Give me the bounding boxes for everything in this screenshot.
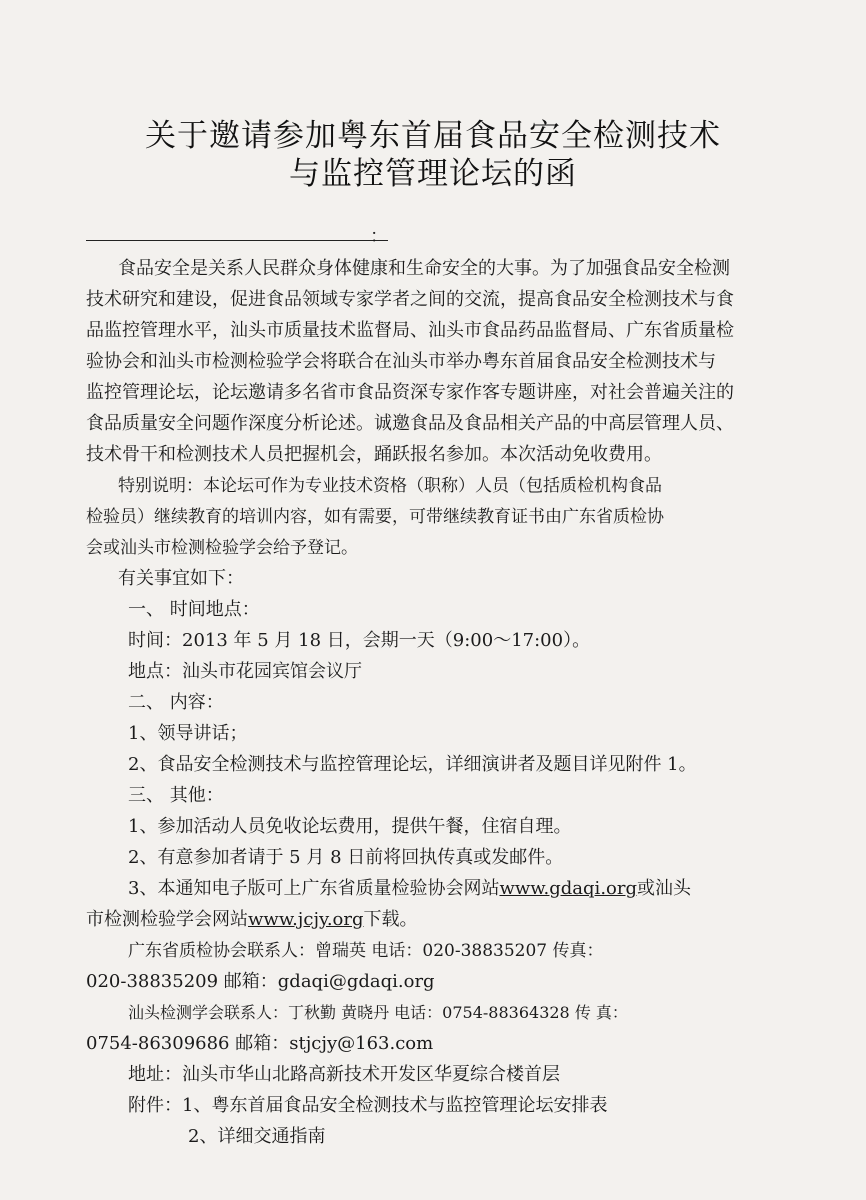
- contact-1-line: 广东省质检协会联系人：曾瑞英 电话：020-38835207 传真：: [128, 941, 604, 961]
- section-1-heading: 一、 时间地点：: [128, 599, 260, 620]
- para1-line: 食品安全是关系人民群众身体健康和生命安全的大事。为了加强食品安全检测: [118, 258, 730, 279]
- para1-line: 技术研究和建设，促进食品领域专家学者之间的交流，提高食品安全检测技术与食: [86, 289, 734, 310]
- special-note-line: 特别说明：本论坛可作为专业技术资格（职称）人员（包括质检机构食品: [118, 476, 662, 496]
- address-line: 地址：汕头市华山北路高新技术开发区华夏综合楼首层: [128, 1064, 560, 1085]
- section-2-heading: 二、 内容：: [128, 692, 224, 713]
- item3-text: 3、本通知电子版可上广东省质量检验协会网站: [128, 878, 500, 899]
- attachment-1: 附件：1、粤东首届食品安全检测技术与监控管理论坛安排表: [128, 1095, 608, 1116]
- attachment-2: 2、详细交通指南: [188, 1126, 326, 1147]
- section-3-item: 2、有意参加者请于 5 月 8 日前将回执传真或发邮件。: [128, 847, 564, 868]
- para1-line: 监控管理论坛，论坛邀请多名省市食品资深专家作客专题讲座，对社会普遍关注的: [86, 382, 734, 403]
- recipient-blank-line: [86, 240, 388, 241]
- item3-text: 或汕头: [637, 878, 692, 899]
- event-place: 地点：汕头市花园宾馆会议厅: [128, 661, 362, 682]
- item3-text: 下载。: [363, 909, 418, 930]
- contact-2-line: 0754-86309686 邮箱：stjcjy@163.com: [86, 1033, 434, 1054]
- special-note-line: 会或汕头市检测检验学会给予登记。: [86, 538, 358, 558]
- section-2-item: 2、食品安全检测技术与监控管理论坛，详细演讲者及题目详见附件 1。: [128, 754, 697, 775]
- para1-line: 品监控管理水平，汕头市质量技术监督局、汕头市食品药品监督局、广东省质量检: [86, 320, 734, 341]
- jcjy-website-link[interactable]: www.jcjy.org: [248, 909, 364, 930]
- gdaqi-website-link[interactable]: www.gdaqi.org: [499, 878, 638, 899]
- para1-line: 验协会和汕头市检测检验学会将联合在汕头市举办粤东首届食品安全检测技术与: [86, 351, 716, 372]
- special-note-line: 检验员）继续教育的培训内容，如有需要，可带继续教育证书由广东省质检协: [86, 507, 664, 527]
- title-line-1: 关于邀请参加粤东首届食品安全检测技术: [145, 118, 721, 154]
- salutation-colon: ：: [370, 226, 388, 247]
- section-3-item-3: [128, 878, 691, 900]
- intro-line: 有关事宜如下：: [118, 568, 244, 589]
- section-3-heading: 三、 其他：: [128, 785, 224, 806]
- para1-line: 技术骨干和检测技术人员把握机会，踊跃报名参加。本次活动免收费用。: [86, 444, 662, 465]
- section-2-item: 1、领导讲话；: [128, 723, 248, 744]
- para1-line: 食品质量安全问题作深度分析论述。诚邀食品及食品相关产品的中高层管理人员、: [86, 413, 734, 434]
- event-time: 时间：2013 年 5 月 18 日，会期一天（9:00～17:00）。: [128, 630, 591, 651]
- title-line-2: 与监控管理论坛的函: [289, 156, 577, 192]
- section-3-item: 1、参加活动人员免收论坛费用，提供午餐，住宿自理。: [128, 816, 572, 837]
- item3-text: 市检测检验学会网站: [86, 909, 248, 930]
- section-3-item-3-cont: [86, 909, 418, 931]
- contact-2-line: 汕头检测学会联系人：丁秋勤 黄晓丹 电话：0754-88364328 传 真：: [128, 1003, 628, 1022]
- contact-1-line: 020-38835209 邮箱：gdaqi@gdaqi.org: [86, 971, 435, 992]
